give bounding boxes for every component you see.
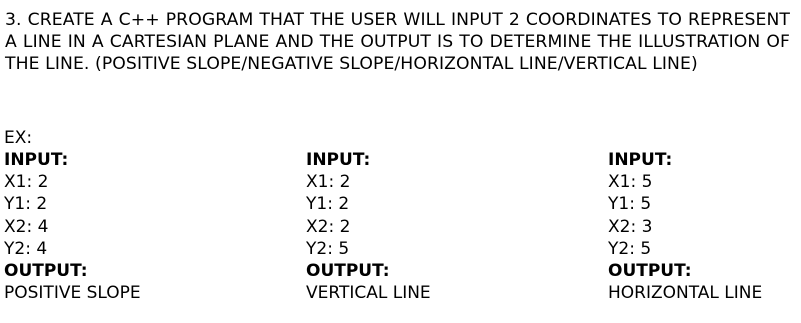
input-heading: INPUT: (306, 150, 371, 170)
x1-value: X1: 5 (608, 172, 653, 193)
y1-value: Y1: 2 (306, 194, 350, 215)
output-heading: OUTPUT: (608, 261, 692, 282)
x2-value: X2: 2 (306, 216, 351, 237)
x1-value: X1: 2 (306, 172, 351, 193)
output-heading: OUTPUT: (306, 261, 390, 282)
output-heading: OUTPUT: (4, 261, 88, 282)
x2-value: X2: 4 (4, 216, 49, 237)
input-heading: INPUT: (4, 150, 69, 170)
y1-value: Y1: 2 (4, 194, 48, 215)
y2-value: Y2: 5 (608, 238, 652, 259)
y2-value: Y2: 5 (306, 238, 350, 259)
example-3 (608, 149, 801, 304)
example-2 (306, 149, 566, 304)
x2-value: X2: 3 (608, 216, 653, 237)
problem-statement: 3. CREATE A C++ PROGRAM THAT THE USER WILL INPUT 2 COORDINATES TO REPRESENT A LINE IN A CARTESIAN PLANE AND THE OUTPUT IS TO DETERMINE THE ILLUSTRATION OF THE LINE. (POSITIVE SLOPE/NEGATIVE SLOPE/HORIZONTAL LINE/VERTICAL LINE) (5, 10, 790, 74)
y1-value: Y1: 5 (608, 194, 652, 215)
output-result: VERTICAL LINE (306, 283, 431, 304)
y2-value: Y2: 4 (4, 238, 48, 259)
input-heading: INPUT: (608, 150, 673, 170)
x1-value: X1: 2 (4, 172, 49, 193)
output-result: HORIZONTAL LINE (608, 283, 763, 304)
output-result: POSITIVE SLOPE (4, 283, 141, 304)
example-label: EX: (4, 128, 33, 148)
example-1 (4, 149, 264, 304)
